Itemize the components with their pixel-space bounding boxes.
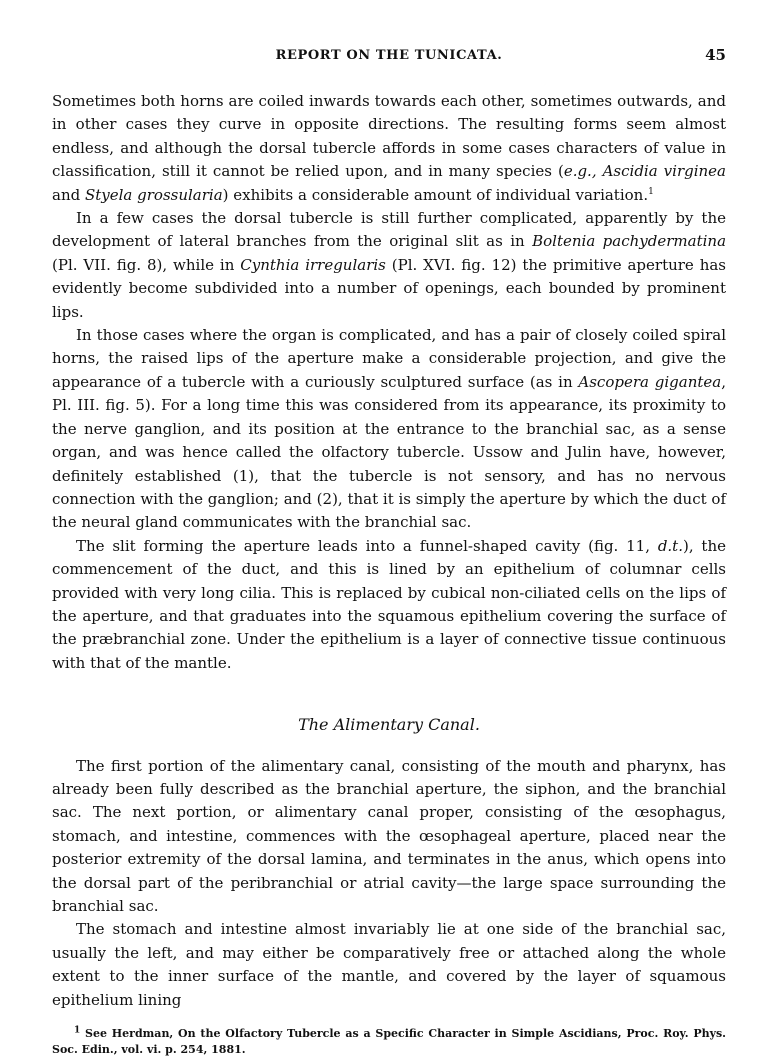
species-ascopera-gigantea: Ascopera gigantea [578,372,722,391]
paragraph-2-text: (Pl. XVI. fig. 12) the primitive aperture has evidently become subdivided into a number of openings, each bounded by prominent lips. [52,255,726,321]
running-head [52,44,726,70]
footnote-reference[interactable]: 1 [648,186,654,197]
species-cynthia-irregularis: Cynthia irregularis [240,255,386,274]
paragraph-4 [52,535,726,675]
species-ascidia-virginea: e.g., Ascidia virginea [563,162,727,181]
paragraph-3 [52,324,726,535]
paragraph-2 [52,207,726,324]
figure-label-dt: d.t. [657,536,683,555]
paragraph-1-text: and [52,185,85,204]
body-text [52,90,726,1012]
species-styela-grossularia: Styela grossularia [84,185,223,204]
species-boltenia-pachydermatina: Boltenia pachydermatina [532,232,727,251]
paragraph-1-text: ) exhibits a considerable amount of individual variation. [222,185,649,204]
running-title: REPORT ON THE TUNICATA. [275,48,503,63]
footnote [52,1026,726,1058]
paragraph-2-text: In a few cases the dorsal tubercle is still further complicated, apparently by the development of lateral branches from the original slit as in [52,209,726,251]
paragraph-3-text: , Pl. III. fig. 5). For a long time this was considered from its appearance, its proximity to the nerve ganglion, and its position at the entrance to the branchial sac, as a sense organ, and was hence called the olfactory tubercle. Ussow and Julin have, however, definitely established (1), that the tubercle is not sensory, and has no nervous connection with the ganglion; and (2), that it is simply the aperture by which the duct of the neural gland communicates with the branchial sac. [52,372,726,532]
paragraph-4-text: ), the commencement of the duct, and this is lined by an epithelium of columnar cells provided with very long cilia. This is replaced by cubical non-ciliated cells on the lips of the aperture, and that graduates into the squamous epithelium covering the surface of the præbranchial zone. Under the epithelium is a layer of connective tissue continuous with that of the mantle. [52,536,726,672]
page-number: 45 [705,46,726,64]
paragraph-4-text: The slit forming the aperture leads into a funnel-shaped cavity (fig. 11, [76,536,658,555]
paragraph-2-text: (Pl. VII. fig. 8), while in [52,255,241,274]
paragraph-1 [52,90,726,207]
paragraph-6: The stomach and intestine almost invariably lie at one side of the branchial sac, usually the left, and may either be comparatively free or attached along the whole extent to the inner surface of the mantle, and covered by the layer of squamous epithelium lining [52,920,726,1009]
paragraph-3-text: In those cases where the organ is complicated, and has a pair of closely coiled spiral horns, the raised lips of the aperture make a considerable projection, and give the appearance of a tubercle with a curiously sculptured surface (as in [52,326,726,391]
footnote-text: See Herdman, On the Olfactory Tubercle as a Specific Character in Simple Ascidians, Proc. Roy. Phys. Soc. Edin., vol. vi. p. 254, 1881. [52,1027,726,1057]
paragraph-1-text: Sometimes both horns are coiled inwards towards each other, sometimes outwards, and in other cases they curve in opposite directions. The resulting forms seem almost endless, and although the dorsal tubercle affords in some cases characters of value in classification, still it cannot be relied upon, and in many species ( [52,92,726,181]
page [52,44,726,1058]
paragraph-5: The first portion of the alimentary canal, consisting of the mouth and pharynx, has already been fully described as the branchial aperture, the siphon, and the branchial sac. The next portion, or alimentary canal proper, consisting of the œsophagus, stomach, and intestine, commences with the œsophageal aperture, placed near the posterior extremity of the dorsal lamina, and terminates in the anus, which opens into the dorsal part of the peribranchial or atrial cavity—the large space surrounding the branchial sac. [52,756,726,915]
section-title: The Alimentary Canal. [298,715,480,735]
footnote-marker: 1 [74,1025,81,1036]
